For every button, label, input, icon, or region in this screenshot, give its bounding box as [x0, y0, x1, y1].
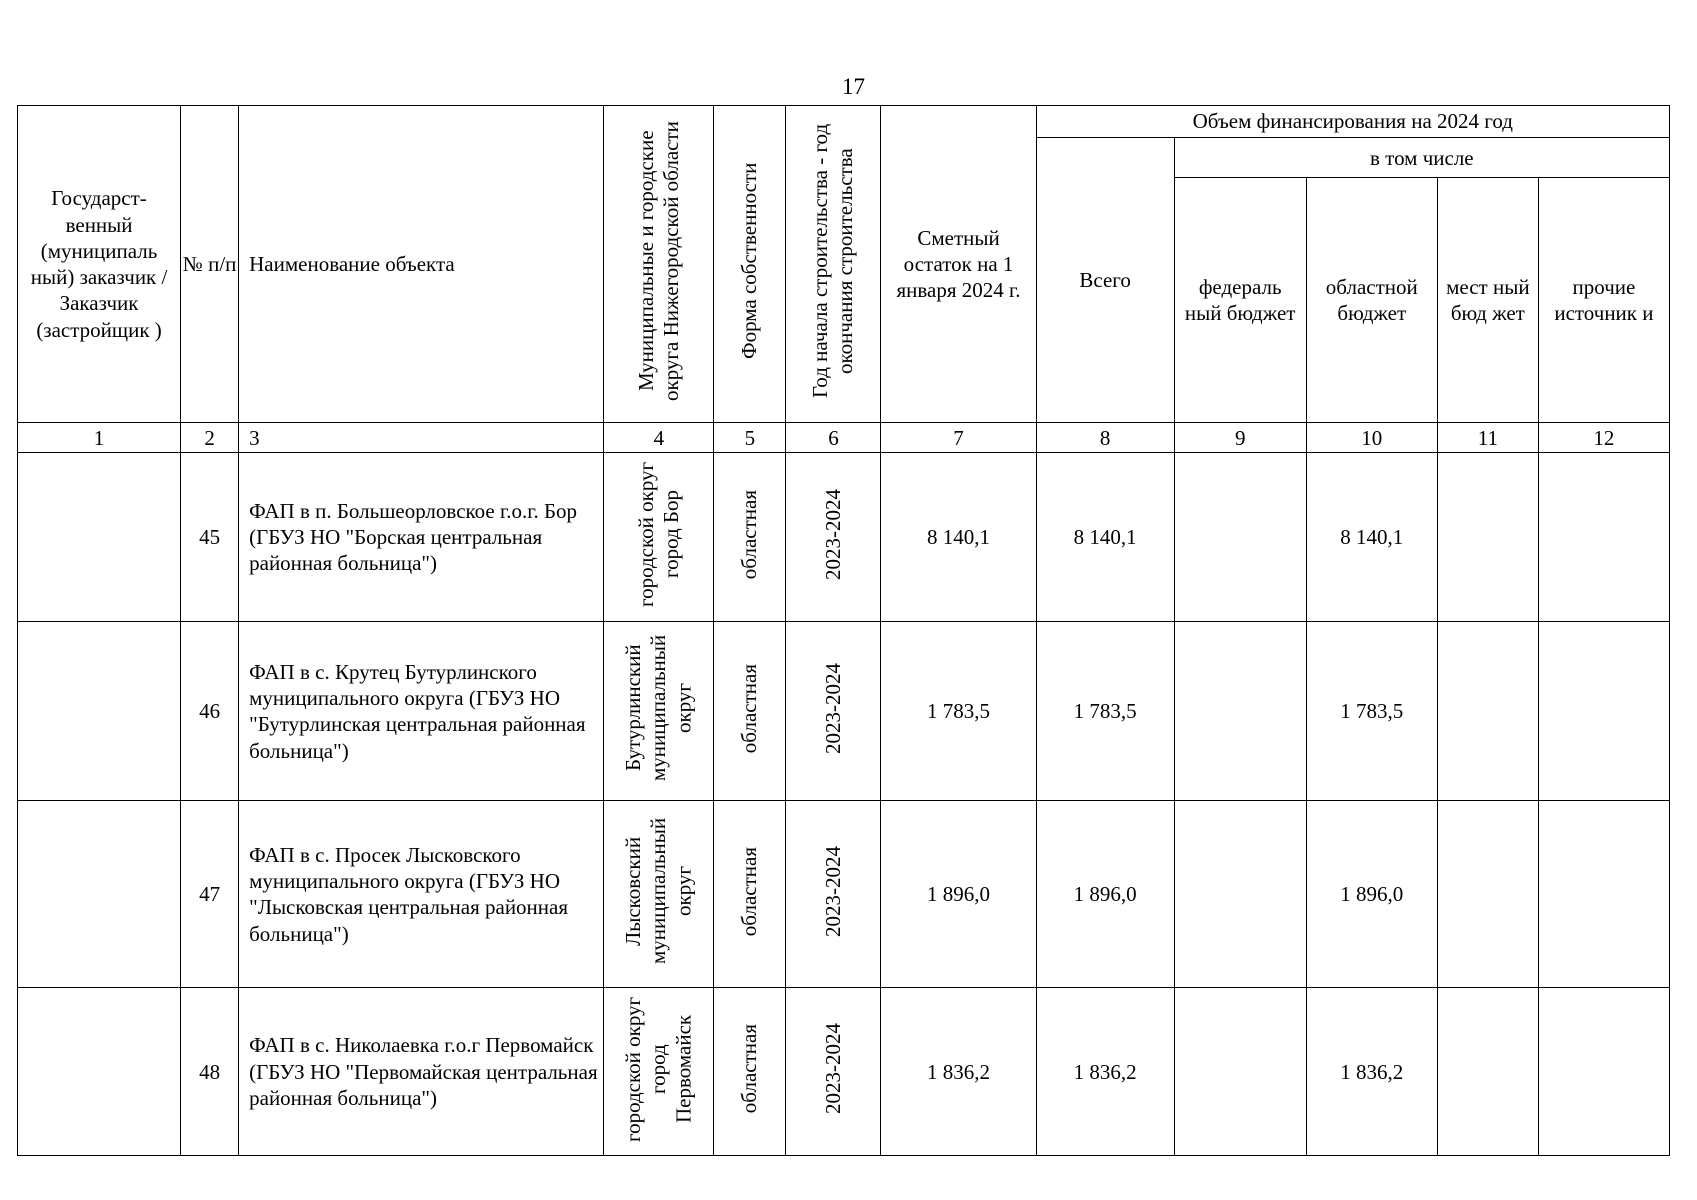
cell-years: 2023-2024	[786, 622, 881, 801]
cell-number: 46	[181, 622, 239, 801]
header-total: Всего	[1036, 138, 1174, 423]
cell-total: 8 140,1	[1036, 453, 1174, 622]
cell-number: 47	[181, 801, 239, 988]
cell-number: 45	[181, 453, 239, 622]
cell-number: 48	[181, 988, 239, 1156]
header-ownership: Форма собственности	[714, 106, 786, 423]
cell-years: 2023-2024	[786, 988, 881, 1156]
cell-total: 1 896,0	[1036, 801, 1174, 988]
column-number: 7	[881, 423, 1036, 453]
header-years: Год начала строительства - год окончания строительства	[786, 106, 881, 423]
cell-regional: 8 140,1	[1306, 453, 1437, 622]
column-number: 1	[18, 423, 181, 453]
header-regional: областной бюджет	[1306, 178, 1437, 423]
cell-federal	[1174, 453, 1306, 622]
table-row	[18, 988, 1670, 1156]
header-object-name: Наименование объекта	[239, 106, 604, 423]
cell-object-name: ФАП в с. Николаевка г.о.г Первомайск (ГБУЗ НО "Первомайская центральная районная больница")	[239, 988, 604, 1156]
header-local: мест ный бюд жет	[1437, 178, 1538, 423]
cell-federal	[1174, 801, 1306, 988]
table-row	[18, 622, 1670, 801]
cell-object-name: ФАП в с. Крутец Бутурлинского муниципального округа (ГБУЗ НО "Бутурлинская центральная районная больница")	[239, 622, 604, 801]
cell-customer	[18, 453, 181, 622]
cell-customer	[18, 801, 181, 988]
header-remainder: Сметный остаток на 1 января 2024 г.	[881, 106, 1036, 423]
column-number: 10	[1306, 423, 1437, 453]
header-funding-group: Объем финансирования на 2024 год	[1036, 106, 1669, 138]
column-number: 9	[1174, 423, 1306, 453]
cell-customer	[18, 988, 181, 1156]
column-number: 3	[239, 423, 604, 453]
cell-other	[1538, 622, 1669, 801]
column-number: 12	[1538, 423, 1669, 453]
cell-regional: 1 896,0	[1306, 801, 1437, 988]
table-row	[18, 453, 1670, 622]
cell-customer	[18, 622, 181, 801]
cell-ownership: областная	[714, 801, 786, 988]
cell-object-name: ФАП в с. Просек Лысковского муниципального округа (ГБУЗ НО "Лысковская центральная районная больница")	[239, 801, 604, 988]
cell-other	[1538, 453, 1669, 622]
header-other: прочие источник и	[1538, 178, 1669, 423]
column-number: 11	[1437, 423, 1538, 453]
header-federal: федераль ный бюджет	[1174, 178, 1306, 423]
cell-federal	[1174, 988, 1306, 1156]
header-including: в том числе	[1174, 138, 1669, 178]
cell-ownership: областная	[714, 622, 786, 801]
cell-local	[1437, 453, 1538, 622]
cell-total: 1 783,5	[1036, 622, 1174, 801]
column-number: 6	[786, 423, 881, 453]
cell-ownership: областная	[714, 453, 786, 622]
table-row	[18, 801, 1670, 988]
header-number: № п/п	[181, 106, 239, 423]
column-number: 4	[604, 423, 714, 453]
cell-remainder: 8 140,1	[881, 453, 1036, 622]
cell-district: городской округ город Первомайск	[604, 988, 714, 1156]
cell-local	[1437, 622, 1538, 801]
cell-regional: 1 783,5	[1306, 622, 1437, 801]
cell-years: 2023-2024	[786, 801, 881, 988]
cell-object-name: ФАП в п. Большеорловское г.о.г. Бор (ГБУЗ НО "Борская центральная районная больница")	[239, 453, 604, 622]
column-number: 8	[1036, 423, 1174, 453]
cell-total: 1 836,2	[1036, 988, 1174, 1156]
header-customer: Государст-венный (муниципаль ный) заказчик / Заказчик (застройщик )	[18, 106, 181, 423]
cell-local	[1437, 988, 1538, 1156]
cell-ownership: областная	[714, 988, 786, 1156]
cell-local	[1437, 801, 1538, 988]
financing-table	[17, 105, 1670, 1156]
cell-regional: 1 836,2	[1306, 988, 1437, 1156]
cell-federal	[1174, 622, 1306, 801]
cell-remainder: 1 836,2	[881, 988, 1036, 1156]
cell-district: городской округ город Бор	[604, 453, 714, 622]
cell-years: 2023-2024	[786, 453, 881, 622]
column-number: 5	[714, 423, 786, 453]
cell-district: Бутурлинский муниципальный округ	[604, 622, 714, 801]
header-district: Муниципальные и городские округа Нижегородской области	[604, 106, 714, 423]
column-number: 2	[181, 423, 239, 453]
cell-other	[1538, 988, 1669, 1156]
header-row	[18, 106, 1670, 138]
cell-district: Лысковский муниципальный округ	[604, 801, 714, 988]
cell-remainder: 1 896,0	[881, 801, 1036, 988]
cell-remainder: 1 783,5	[881, 622, 1036, 801]
cell-other	[1538, 801, 1669, 988]
column-number-row	[18, 423, 1670, 453]
page-number: 17	[842, 74, 865, 99]
